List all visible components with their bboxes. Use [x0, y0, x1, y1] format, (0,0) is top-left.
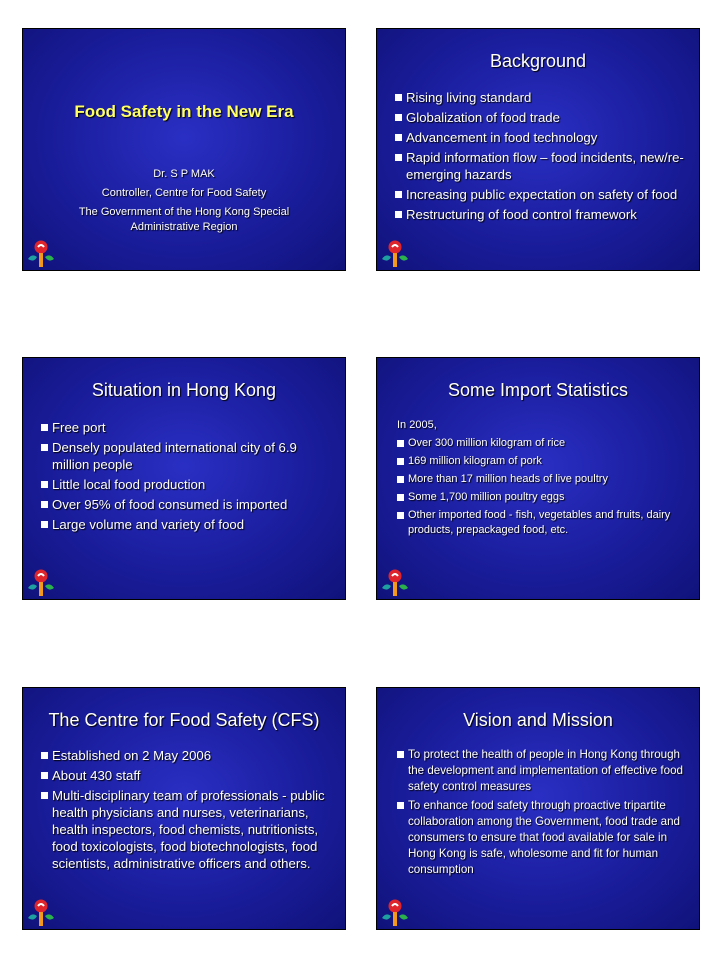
bullet-list	[395, 89, 685, 226]
author-org	[23, 205, 345, 235]
list-item: Globalization of food trade	[395, 109, 685, 126]
cfs-logo	[26, 567, 56, 597]
list-item: Little local food production	[41, 476, 331, 493]
slide-vision	[376, 687, 700, 930]
cfs-logo	[26, 238, 56, 268]
list-item: Restructuring of food control framework	[395, 206, 685, 223]
author-org-line1: The Government of the Hong Kong Special	[78, 206, 290, 218]
slide-background	[376, 28, 700, 271]
slide-title	[22, 28, 346, 271]
author-org-line2: Administrative Region	[130, 221, 238, 233]
author-name: Dr. S P MAK	[153, 168, 215, 180]
list-item: Over 95% of food consumed is imported	[41, 496, 331, 513]
list-item: Increasing public expectation on safety of food	[395, 186, 685, 203]
slide-import-stats	[376, 357, 700, 600]
slide-situation	[22, 357, 346, 600]
slide-heading: Some Import Statistics	[447, 380, 629, 400]
list-item: Established on 2 May 2006	[41, 747, 333, 764]
bullet-list	[41, 747, 333, 875]
slide-heading: Situation in Hong Kong	[91, 380, 277, 400]
cfs-logo	[26, 897, 56, 927]
list-item: To enhance food safety through proactive tripartite collaboration among the Government, food trade and consumers to ensure that food available for sale in Hong Kong is safe, wholesome and fit for human consumption	[397, 798, 689, 878]
slide-title-heading: Food Safety in the New Era	[74, 102, 294, 121]
intro-text: In 2005,	[397, 419, 437, 431]
author-role: Controller, Centre for Food Safety	[101, 187, 267, 199]
list-item: About 430 staff	[41, 767, 333, 784]
cfs-logo	[380, 567, 410, 597]
list-item: Rapid information flow – food incidents, new/re-emerging hazards	[395, 149, 685, 183]
slide-cfs	[22, 687, 346, 930]
list-item: Large volume and variety of food	[41, 516, 331, 533]
list-item: 169 million kilogram of pork	[397, 454, 689, 469]
slide-heading: The Centre for Food Safety (CFS)	[48, 710, 320, 730]
slide-heading: Vision and Mission	[463, 710, 613, 730]
slide-title-credits	[23, 167, 345, 239]
list-item: Free port	[41, 419, 331, 436]
list-item: Over 300 million kilogram of rice	[397, 436, 689, 451]
list-item: Multi-disciplinary team of professionals - public health physicians and nurses, veterinarians, health inspectors, food chemists, nutritionists, food toxicologists, food biotechnologists, food scientists, administrative officers and others.	[41, 787, 333, 872]
list-item: Other imported food - fish, vegetables and fruits, dairy products, prepackaged food, etc.	[397, 508, 689, 538]
list-item: Advancement in food technology	[395, 129, 685, 146]
list-item: To protect the health of people in Hong Kong through the development and implementation of effective food safety control measures	[397, 747, 689, 795]
bullet-list	[41, 419, 331, 536]
list-item: More than 17 million heads of live poultry	[397, 472, 689, 487]
bullet-list	[397, 747, 689, 881]
bullet-list	[397, 436, 689, 541]
list-item: Densely populated international city of 6.9 million people	[41, 439, 331, 473]
list-item: Rising living standard	[395, 89, 685, 106]
cfs-logo	[380, 238, 410, 268]
slide-heading: Background	[489, 51, 587, 71]
list-item: Some 1,700 million poultry eggs	[397, 490, 689, 505]
cfs-logo	[380, 897, 410, 927]
